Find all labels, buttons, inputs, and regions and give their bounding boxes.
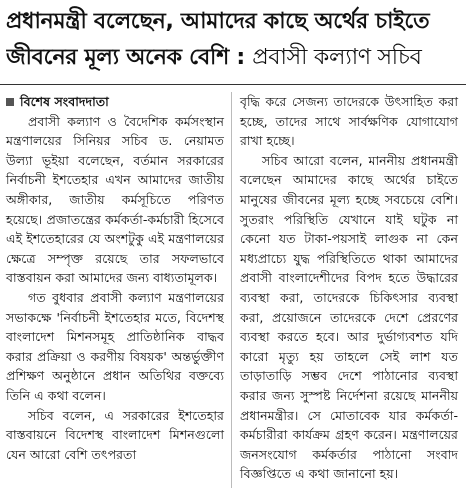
square-bullet-icon: [6, 98, 14, 106]
headline-divider: [0, 84, 466, 85]
headline-attribution: প্রবাসী কল্যাণ সচিব: [252, 45, 422, 70]
article-column-left: [6, 92, 224, 464]
paragraph: সচিব বলেন, এ সরকারের ইশতেহার বাস্তবায়নে বিদেশস্থ বাংলাদেশ মিশনগুলো যেন আরো বেশি তৎপরতা: [6, 407, 224, 462]
paragraph: বৃদ্ধি করে সেজন্য তাদেরকে উৎসাহিত করা হচ্ছে, তাদের সাথে সার্বক্ষণিক যোগাযোগ রাখা হচ্ছে।: [240, 94, 458, 149]
headline: [6, 4, 462, 76]
article-column-right: [240, 92, 458, 484]
byline-text: বিশেষ সংবাদদাতা: [20, 94, 109, 109]
headline-line-2: [6, 40, 462, 76]
paragraph: গত বুধবার প্রবাসী কল্যাণ মন্ত্রণালয়ের সভাকক্ষে 'নির্বাচনী ইশতেহার মতে, বিদেশস্থ বাংলাদেশ মিশনসমূহ প্রাতিষ্ঠানিক বাদ্ধব করার প্রক্রিয়া ও করণীয় বিষয়ক' অন্তর্ভুক্তীণ প্রশিক্ষণ অনুষ্ঠানে প্রধান অতিথির বক্তব্যে তিনি এ কথা বলেন।: [6, 289, 224, 403]
headline-line-1: প্রধানমন্ত্রী বলেছেন, আমাদের কাছে অর্থের চাইতে: [6, 9, 430, 34]
byline: [6, 92, 224, 112]
column-divider: [231, 92, 232, 488]
paragraph: প্রবাসী কল্যাণ ও বৈদেশিক কর্মসংস্থান মন্ত্রণালয়ের সিনিয়র সচিব ড. নেয়ামত উল্যা ভূইয়া বলেছেন, বর্তমান সরকারের নির্বাচনী ইশতেহার এখন আমাদের জাতীয় অঙ্গীকার, জাতীয় কর্মসূচিতে পরিণত হয়েছে। প্রজাতন্ত্রের কর্মকর্তা-কর্মচারী হিসেবে এই ইশতেহারের যে অংশটুকু এই মন্ত্রণালয়ের ক্ষেত্রে সম্পৃক্ত রয়েছে তার সফলভাবে বাস্তবায়ন করা আমাদের জন্য বাধ্যতামূলক।: [6, 113, 224, 286]
paragraph: সচিব আরো বলেন, মাননীয় প্রধানমন্ত্রী বলেছেন আমাদের কাছে অর্থের চাইতে মানুষের জীবনের মূল্য হচ্ছে সবচেয়ে বেশি। সুতরাং পরিস্থিতি যেখানে যাই ঘটুক না কেনো যত টাকা-পয়সাই লাগুক না কেন মধ্যপ্রাচ্যে যুদ্ধ পরিস্থিতিতে থাকা আমাদের প্রবাসী বাংলাদেশীদের বিপদ হতে উদ্ধারের ব্যবস্থা করা, তাদেরকে চিকিৎসার ব্যবস্থা করা, প্রয়োজনে তাদেরকে দেশে প্রেরণের ব্যবস্থা করতে হবে। আর দুর্ভাগ্যবশত যদি কারো মৃত্যু হয় তাহলে সেই লাশ যত তাড়াতাড়ি সম্ভব দেশে পাঠানোর ব্যবস্থা করার জন্য সুস্পষ্ট নির্দেশনা রয়েছে মাননীয় প্রধানমন্ত্রীর। সে মোতাবেক যার কর্মকর্তা-কর্মচারীরা কার্যক্রম গ্রহণ করেন। মন্ত্রণালয়ের জনসংযোগ কর্মকর্তার পাঠানো সংবাদ বিজ্ঞপ্তিতে এ কথা জানানো হয়।: [240, 152, 458, 482]
headline-main-text: জীবনের মূল্য অনেক বেশি :: [6, 45, 253, 70]
